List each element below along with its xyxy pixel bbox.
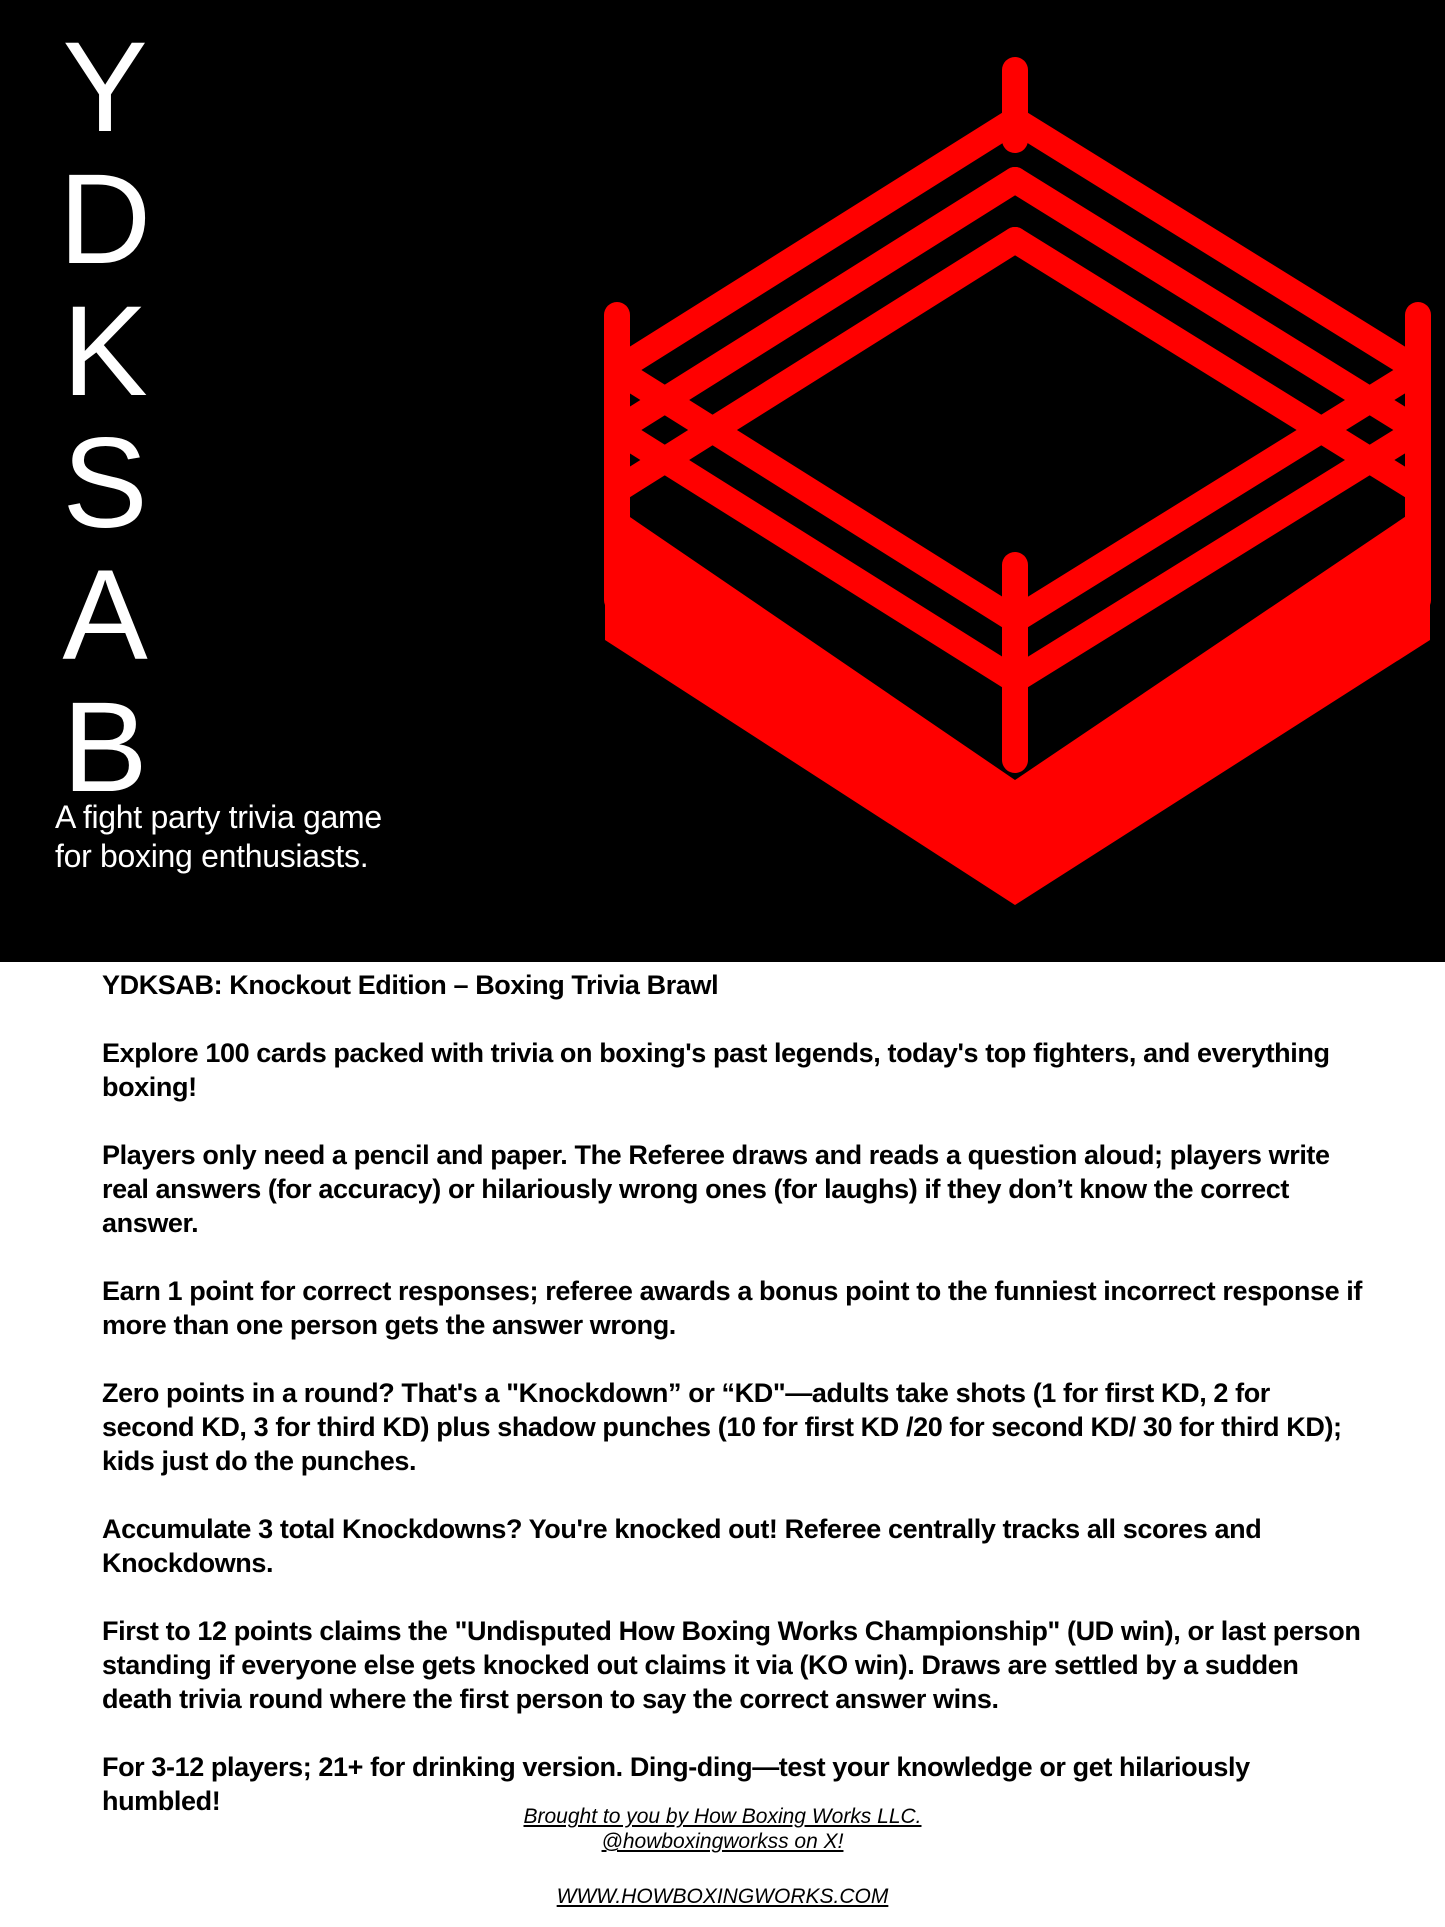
social-handle-link[interactable]: @howboxingworkss on X! [601, 1830, 844, 1853]
description-paragraph: First to 12 points claims the "Undisputed How Boxing Works Championship" (UD win), or last person standing if everyone else gets knocked out claims it via (KO win). Draws are settled by a sudden death trivia round where the first person to say the correct answer wins. [102, 1616, 1361, 1714]
tagline-line: A fight party trivia game [55, 799, 382, 835]
description-paragraph: Earn 1 point for correct responses; referee awards a bonus point to the funniest incorrect response if more than one person gets the answer wrong. [102, 1276, 1362, 1340]
title-letter: K [62, 280, 148, 423]
title-letter: S [62, 412, 148, 555]
hero-banner [0, 0, 1445, 962]
description-paragraph: Accumulate 3 total Knockdowns? You're knocked out! Referee centrally tracks all scores and Knockdowns. [102, 1514, 1262, 1578]
title-letter: Y [62, 16, 148, 159]
vertical-title [50, 16, 160, 819]
boxing-ring-icon [590, 40, 1440, 920]
description-paragraph: Players only need a pencil and paper. The Referee draws and reads a question aloud; players write real answers (for accuracy) or hilariously wrong ones (for laughs) if they don’t know the correct answer. [102, 1140, 1330, 1238]
title-letter: B [62, 676, 148, 819]
description-paragraph: For 3-12 players; 21+ for drinking version. Ding-ding—test your knowledge or get hilariously humbled! [102, 1752, 1250, 1816]
tagline-line: for boxing enthusiasts. [55, 838, 369, 874]
title-letter: A [62, 544, 148, 687]
title-letter: D [58, 148, 152, 291]
description-heading: YDKSAB: Knockout Edition – Boxing Trivia Brawl [102, 970, 719, 1000]
website-link[interactable]: WWW.HOWBOXINGWORKS.COM [556, 1885, 889, 1908]
description-paragraph: Zero points in a round? That's a "Knockdown” or “KD"—adults take shots (1 for first KD, 2 for second KD, 3 for third KD) plus shadow punches (10 for first KD /20 for second KD/ 30 for third KD); kids just do the punches. [102, 1378, 1342, 1476]
game-description [102, 968, 1362, 1852]
credit-line: Brought to you by How Boxing Works LLC. [523, 1805, 922, 1828]
footer [0, 1804, 1445, 1909]
description-paragraph: Explore 100 cards packed with trivia on boxing's past legends, today's top fighters, and everything boxing! [102, 1038, 1330, 1102]
tagline [55, 798, 382, 876]
